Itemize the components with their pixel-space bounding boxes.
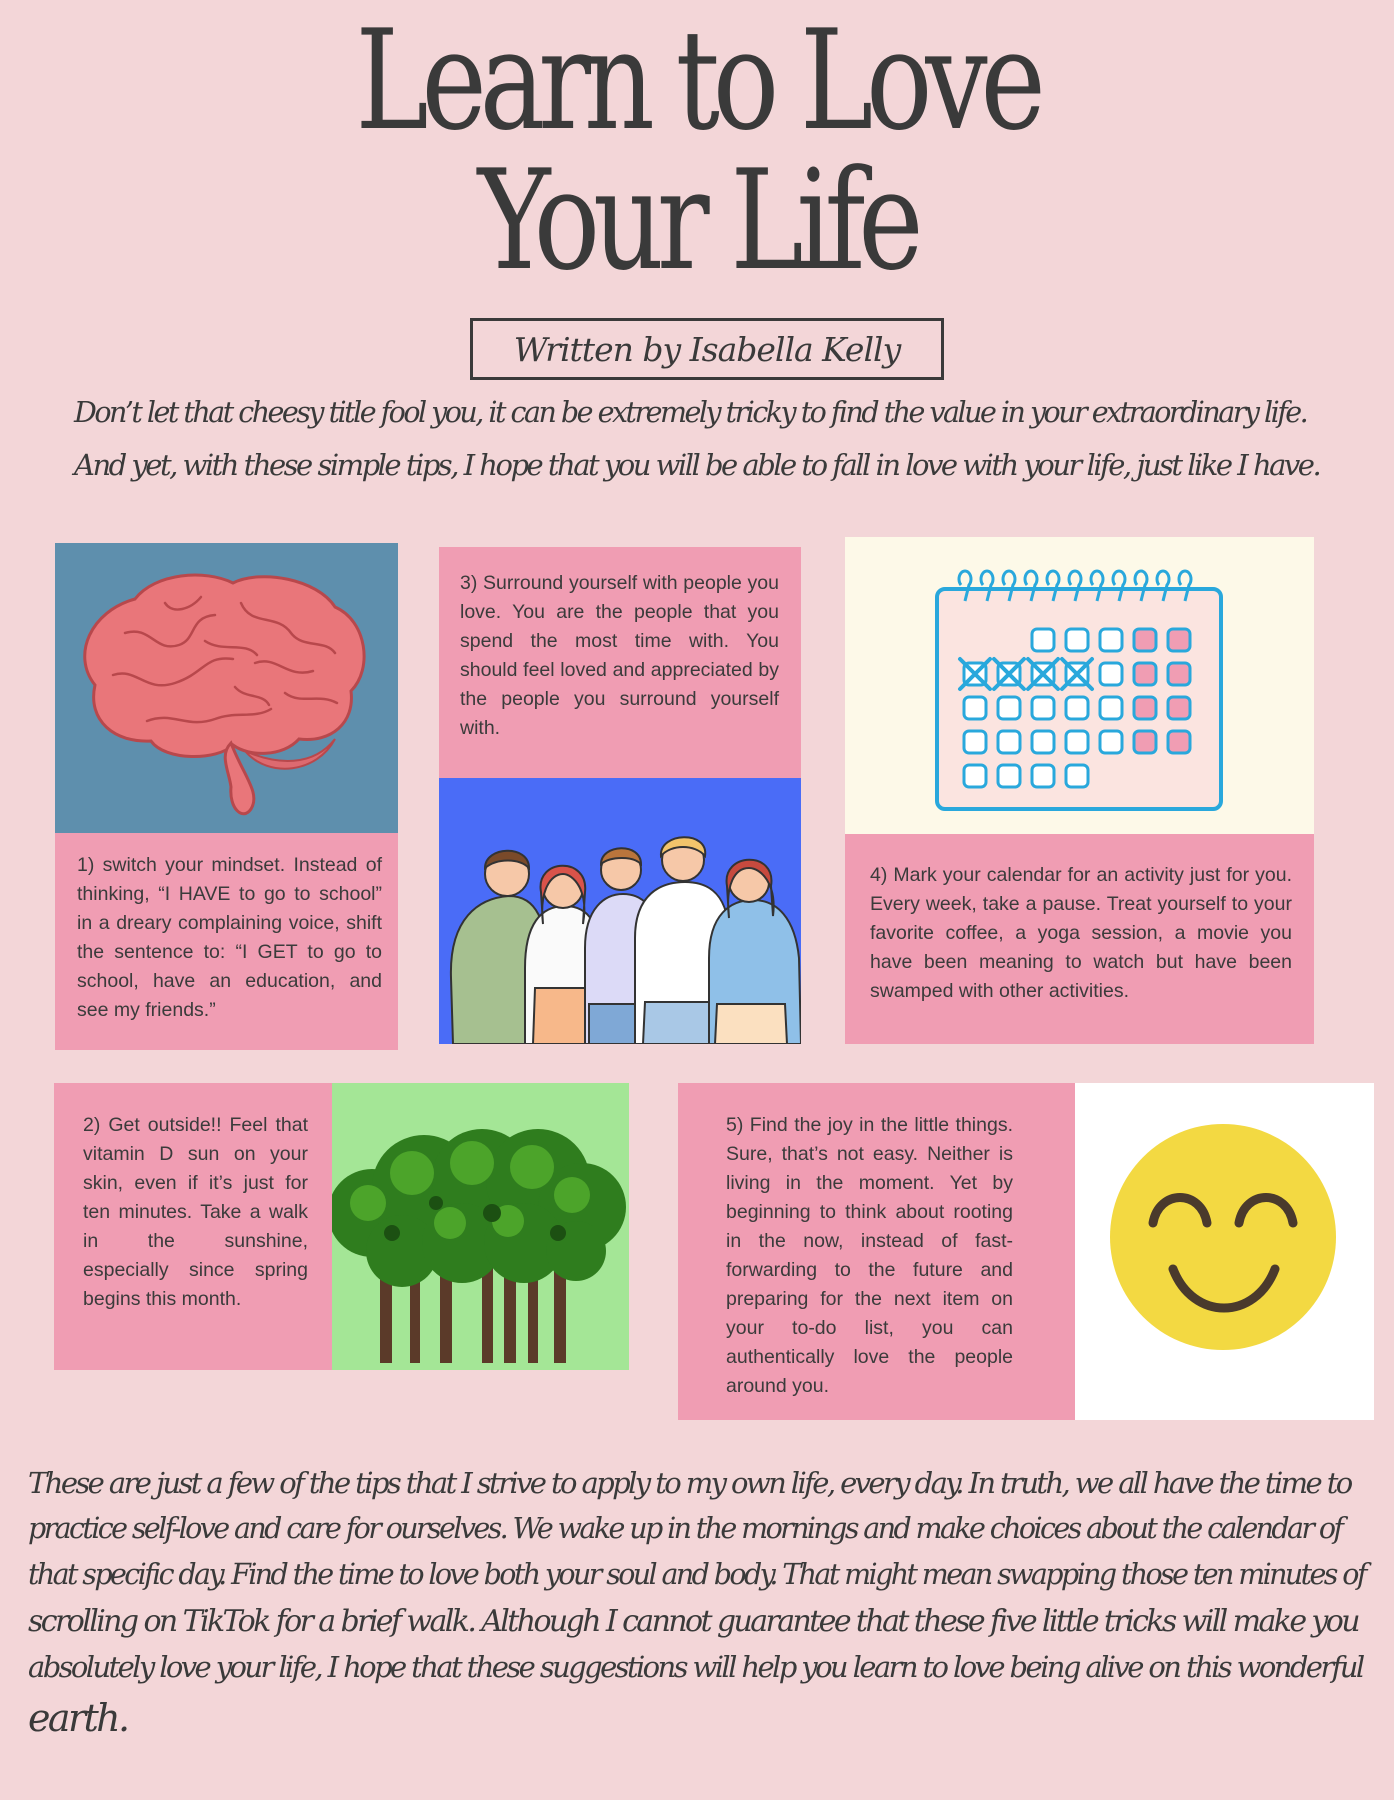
trees-icon [332,1083,629,1370]
brain-image [55,543,398,833]
friends-image [439,778,801,1044]
friends-group-icon [439,778,801,1044]
intro-line-2: And yet, with these simple tips, I hope that you will be able to fall in love with your life, just like I have. [74,448,1320,482]
tip-1-text: 1) switch your mindset. Instead of thinking, “I HAVE to go to school” in a dreary complaining voice, shift the sentence to: “I GET to go to school, have an education, and see my friends.” [77,854,382,1021]
closing-line-2: practice self-love and care for ourselves. We wake up in the mornings and make choices about the calendar of [28,1512,1342,1545]
tip-4-text: 4) Mark your calendar for an activity just for you. Every week, take a pause. Treat yourself to your favorite coffee, a yoga session, a movie you have been meaning to watch but have been swamped with other activities. [870,864,1292,1002]
tip-5-text: 5) Find the joy in the little things. Sure, that’s not easy. Neither is living in the moment. Yet by beginning to think about rooting in the now, instead of fast-forwarding to the future and preparing for the next item on your to-do list, you can authentically love the people around you. [726,1114,1013,1397]
calendar-image [845,537,1314,834]
title-line-1: Learn to Love [355,0,1039,161]
tip-4-card [845,834,1314,1044]
tip-3-text: 3) Surround yourself with people you love. You are the people that you spend the most time with. You should feel loved and appreciated by the people you surround yourself with. [460,572,779,739]
title-line-2: Your Life [477,140,917,301]
closing-line-5: absolutely love your life, I hope that these suggestions will help you learn to love being alive on this wonderful [28,1650,1363,1684]
calendar-icon [845,537,1314,834]
smiley-image [1075,1083,1374,1420]
smiley-face-icon [1075,1083,1374,1420]
closing-line-1: These are just a few of the tips that I strive to apply to my own life, every day. In truth, we all have the time to [28,1466,1351,1500]
tip-2-card [54,1083,332,1370]
closing-line-6: earth. [28,1696,128,1740]
closing-line-4: scrolling on TikTok for a brief walk. Although I cannot guarantee that these five little tricks will make you [28,1604,1358,1639]
tip-3-card [439,547,801,778]
tip-1-card [55,833,398,1050]
trees-image [332,1083,629,1370]
closing-line-3: that specific day. Find the time to love both your soul and body. That might mean swapping those ten minutes of [28,1558,1365,1591]
tip-5-card [678,1083,1075,1420]
byline: Written by Isabella Kelly [470,318,944,380]
brain-icon [55,543,398,833]
tip-2-text: 2) Get outside!! Feel that vitamin D sun on your skin, even if it’s just for ten minutes. Take a walk in the sunshine, especially since spring begins this month. [83,1114,308,1310]
intro-line-1: Don’t let that cheesy title fool you, it can be extremely tricky to find the value in your extraordinary life. [74,396,1307,429]
